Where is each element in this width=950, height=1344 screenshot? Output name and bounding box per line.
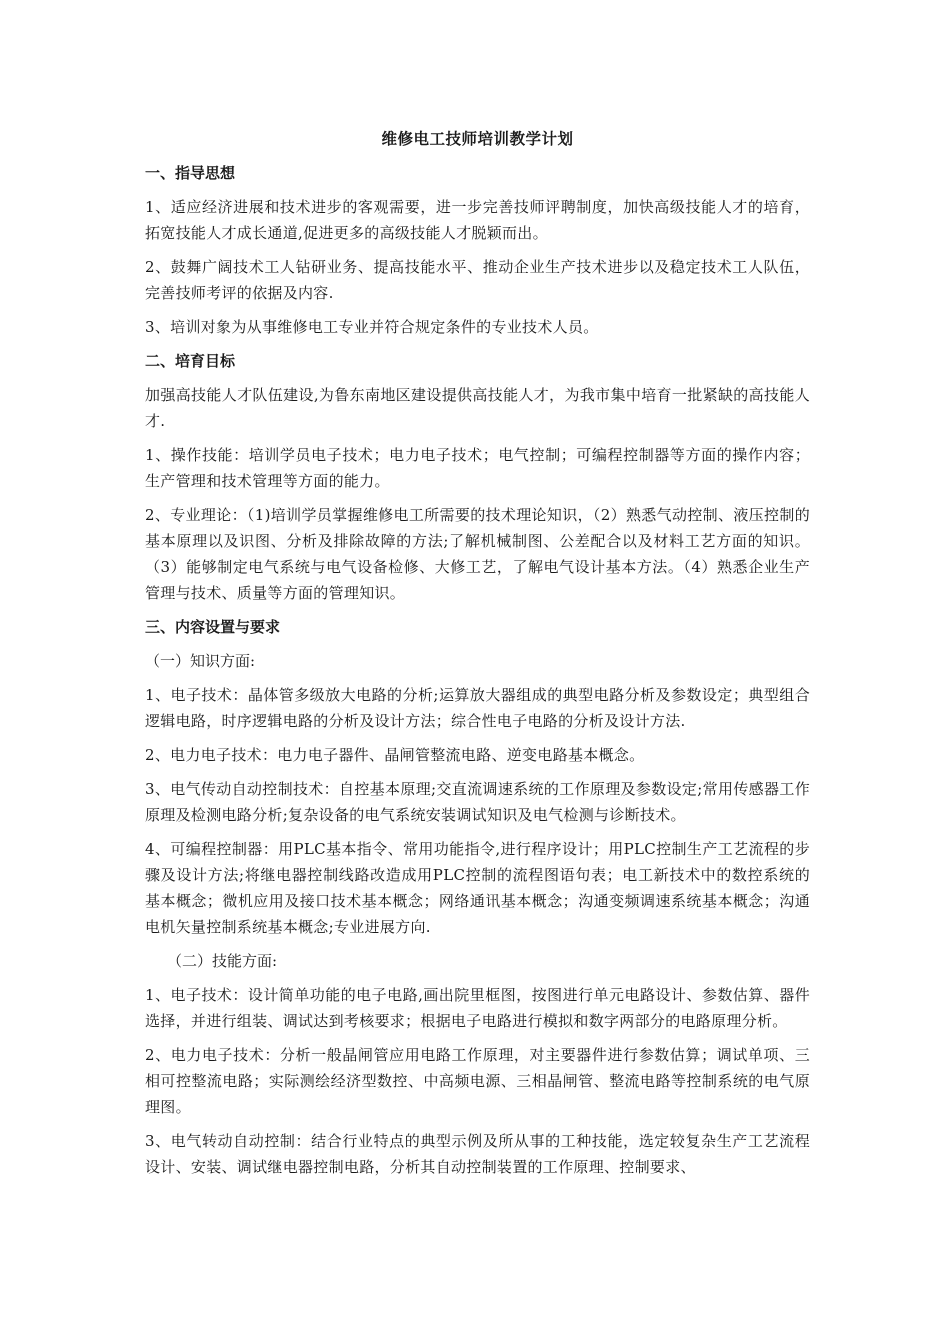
- paragraph: 2、电力电子技术：电力电子器件、晶闸管整流电路、逆变电路基本概念。: [145, 746, 645, 764]
- section-heading-content-requirements: 三、内容设置与要求: [145, 618, 281, 636]
- document-page: [145, 126, 810, 1188]
- paragraph: 2、鼓舞广阔技术工人钻研业务、提高技能水平、推动企业生产技术进步以及稳定技术工人队伍，完善技师考评的依据及内容.: [145, 258, 810, 302]
- paragraph: 1、适应经济进展和技术进步的客观需要，进一步完善技师评聘制度，加快高级技能人才的培育，拓宽技能人才成长通道,促进更多的高级技能人才脱颖而出。: [145, 198, 810, 242]
- paragraph: 3、培训对象为从事维修电工专业并符合规定条件的专业技术人员。: [145, 318, 599, 336]
- section-heading-training-goals: 二、培育目标: [145, 352, 236, 370]
- paragraph: 1、操作技能：培训学员电子技术；电力电子技术；电气控制；可编程控制器等方面的操作内容；生产管理和技术管理等方面的能力。: [145, 446, 810, 490]
- subheading-skills: （二）技能方面:: [167, 952, 278, 970]
- subheading-knowledge: （一）知识方面:: [145, 652, 256, 670]
- section-heading-guiding-thought: 一、指导思想: [145, 164, 236, 182]
- paragraph: 2、电力电子技术：分析一般晶闸管应用电路工作原理，对主要器件进行参数估算；调试单项、三相可控整流电路；实际测绘经济型数控、中高频电源、三相晶闸管、整流电路等控制系统的电气原理图。: [145, 1046, 810, 1116]
- paragraph: 加强高技能人才队伍建设,为鲁东南地区建设提供高技能人才，为我市集中培育一批紧缺的高技能人才.: [145, 386, 810, 430]
- paragraph: 1、电子技术：设计简单功能的电子电路,画出院里框图，按图进行单元电路设计、参数估算、器件选择，并进行组装、调试达到考核要求；根据电子电路进行模拟和数字两部分的电路原理分析。: [145, 986, 810, 1030]
- paragraph: 1、电子技术：晶体管多级放大电路的分析;运算放大器组成的典型电路分析及参数设定；典型组合逻辑电路，时序逻辑电路的分析及设计方法；综合性电子电路的分析及设计方法.: [145, 686, 810, 730]
- paragraph: 3、电气转动自动控制：结合行业特点的典型示例及所从事的工种技能，选定较复杂生产工艺流程设计、安装、调试继电器控制电路，分析其自动控制装置的工作原理、控制要求、: [145, 1132, 810, 1176]
- paragraph: 3、电气传动自动控制技术：自控基本原理;交直流调速系统的工作原理及参数设定;常用传感器工作原理及检测电路分析;复杂设备的电气系统安装调试知识及电气检测与诊断技术。: [145, 780, 810, 824]
- paragraph: 2、专业理论：（1)培训学员掌握维修电工所需要的技术理论知识，（2）熟悉气动控制、液压控制的基本原理以及识图、分析及排除故障的方法;了解机械制图、公差配合以及材料工艺方面的知识。（3）能够制定电气系统与电气设备检修、大修工艺，了解电气设计基本方法。（4）熟悉企业生产管理与技术、质量等方面的管理知识。: [145, 506, 810, 602]
- paragraph: 4、可编程控制器：用PLC基本指令、常用功能指令,进行程序设计；用PLC控制生产工艺流程的步骤及设计方法;将继电器控制线路改造成用PLC控制的流程图语句表；电工新技术中的数控系统的基本概念；微机应用及接口技术基本概念；网络通讯基本概念；沟通变频调速系统基本概念；沟通电机矢量控制系统基本概念;专业进展方向.: [145, 840, 810, 936]
- document-title: 维修电工技师培训教学计划: [381, 130, 574, 148]
